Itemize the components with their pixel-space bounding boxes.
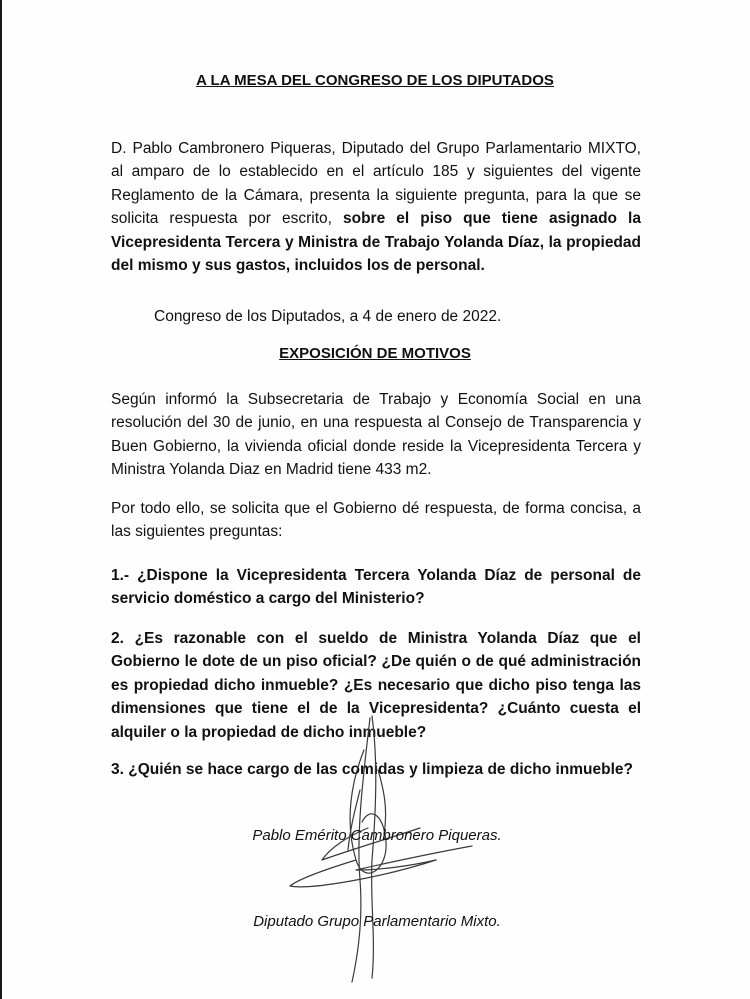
document-title: A LA MESA DEL CONGRESO DE LOS DIPUTADOS bbox=[196, 72, 554, 89]
date-line: Congreso de los Diputados, a 4 de enero de 2022. bbox=[154, 308, 502, 325]
request-paragraph: Por todo ello, se solicita que el Gobierno dé respuesta, de forma concisa, a las siguientes preguntas: bbox=[111, 500, 641, 541]
signature-name: Pablo Emérito Cambronero Piqueras. bbox=[252, 827, 502, 844]
intro-paragraph bbox=[111, 137, 641, 277]
question-2: 2. ¿Es razonable con el sueldo de Ministra Yolanda Díaz que el Gobierno le dote de un piso oficial? ¿De quién o de qué administración es propiedad dicho inmueble? ¿Es necesario que dicho piso tenga las dimensiones que tiene el de la Vicepresidenta? ¿Cuánto cuesta el alquiler o la propiedad de dicho inmueble? bbox=[111, 630, 641, 741]
question-3: 3. ¿Quién se hace cargo de las comidas y limpieza de dicho inmueble? bbox=[111, 761, 633, 778]
motivos-paragraph: Según informó la Subsecretaria de Trabajo y Economía Social en una resolución del 30 de junio, en una respuesta al Consejo de Transparencia y Buen Gobierno, la vivienda oficial donde reside la Vicepresidenta Tercera y Ministra Yolanda Diaz en Madrid tiene 433 m2. bbox=[111, 391, 641, 479]
signature-role: Diputado Grupo Parlamentario Mixto. bbox=[253, 913, 501, 930]
intro-text: D. Pablo Cambronero Piqueras, Diputado del Grupo Parlamentario MIXTO, al amparo de lo establecido en el artículo 185 y siguientes del vigente Reglamento de la Cámara, presenta la siguiente pregunta, para la que se solicita respuesta por escrito, bbox=[111, 140, 641, 228]
question-1: 1.- ¿Dispone la Vicepresidenta Tercera Yolanda Díaz de personal de servicio doméstico a cargo del Ministerio? bbox=[111, 567, 641, 608]
motivos-heading: EXPOSICIÓN DE MOTIVOS bbox=[279, 345, 471, 362]
page-edge-line bbox=[0, 0, 2, 999]
intro-bold-text: sobre el piso que tiene asignado la Vicepresidenta Tercera y Ministra de Trabajo Yolanda Díaz, la propiedad del mismo y sus gastos, incluidos los de personal. bbox=[111, 210, 641, 275]
handwritten-signature bbox=[260, 710, 490, 990]
